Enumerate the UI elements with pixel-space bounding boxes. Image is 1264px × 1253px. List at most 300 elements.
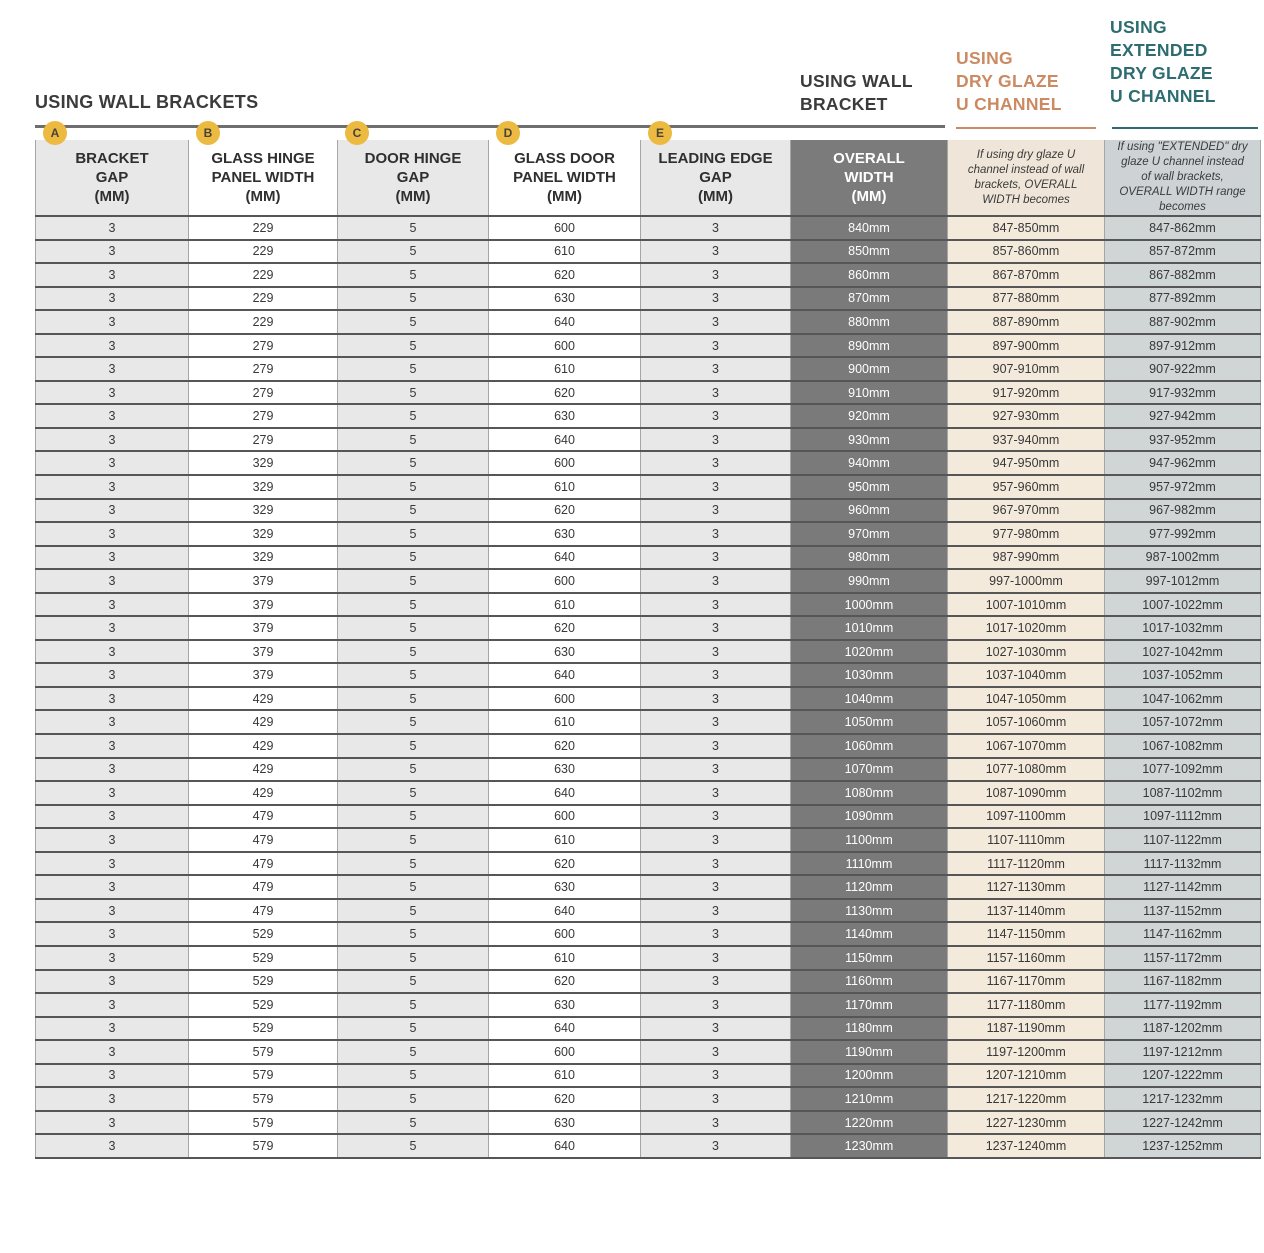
cell-door-hinge-gap: 5 xyxy=(338,734,489,758)
cell-glass-hinge-panel-width: 429 xyxy=(189,687,338,711)
cell-extended-dry-glaze-overall-width: 957-972mm xyxy=(1105,475,1261,499)
cell-leading-edge-gap: 3 xyxy=(641,357,791,381)
cell-door-hinge-gap: 5 xyxy=(338,263,489,287)
cell-bracket-gap: 3 xyxy=(36,663,189,687)
cell-glass-door-panel-width: 610 xyxy=(489,475,641,499)
cell-glass-hinge-panel-width: 579 xyxy=(189,1064,338,1088)
table-row xyxy=(36,922,1261,946)
cell-leading-edge-gap: 3 xyxy=(641,310,791,334)
cell-door-hinge-gap: 5 xyxy=(338,710,489,734)
cell-glass-door-panel-width: 640 xyxy=(489,663,641,687)
cell-leading-edge-gap: 3 xyxy=(641,687,791,711)
group-header-extended-dry-glaze-u-channel xyxy=(1110,16,1216,108)
cell-extended-dry-glaze-overall-width: 917-932mm xyxy=(1105,381,1261,405)
group-header-dry-glaze-u-channel xyxy=(956,47,1062,116)
cell-glass-hinge-panel-width: 229 xyxy=(189,240,338,264)
cell-extended-dry-glaze-overall-width: 1037-1052mm xyxy=(1105,663,1261,687)
cell-overall-width: 1150mm xyxy=(791,946,948,970)
cell-glass-hinge-panel-width: 279 xyxy=(189,381,338,405)
cell-extended-dry-glaze-overall-width: 987-1002mm xyxy=(1105,546,1261,570)
cell-glass-door-panel-width: 600 xyxy=(489,216,641,240)
cell-dry-glaze-overall-width: 1137-1140mm xyxy=(948,899,1105,923)
cell-bracket-gap: 3 xyxy=(36,1087,189,1111)
cell-dry-glaze-overall-width: 1077-1080mm xyxy=(948,758,1105,782)
cell-bracket-gap: 3 xyxy=(36,1040,189,1064)
cell-leading-edge-gap: 3 xyxy=(641,1087,791,1111)
cell-overall-width: 940mm xyxy=(791,451,948,475)
cell-bracket-gap: 3 xyxy=(36,781,189,805)
cell-overall-width: 970mm xyxy=(791,522,948,546)
cell-door-hinge-gap: 5 xyxy=(338,522,489,546)
cell-overall-width: 860mm xyxy=(791,263,948,287)
page-title: USING WALL BRACKETS xyxy=(35,92,259,112)
table-row xyxy=(36,263,1261,287)
cell-door-hinge-gap: 5 xyxy=(338,428,489,452)
cell-leading-edge-gap: 3 xyxy=(641,475,791,499)
group-header-line: DRY GLAZE xyxy=(1110,63,1213,83)
cell-extended-dry-glaze-overall-width: 1067-1082mm xyxy=(1105,734,1261,758)
table-row xyxy=(36,1111,1261,1135)
cell-glass-hinge-panel-width: 379 xyxy=(189,569,338,593)
badge-e-icon: E xyxy=(648,121,672,145)
cell-dry-glaze-overall-width: 1057-1060mm xyxy=(948,710,1105,734)
cell-glass-door-panel-width: 630 xyxy=(489,758,641,782)
table-row xyxy=(36,899,1261,923)
cell-door-hinge-gap: 5 xyxy=(338,357,489,381)
table-row xyxy=(36,875,1261,899)
group-header-line: BRACKET xyxy=(800,94,888,114)
cell-door-hinge-gap: 5 xyxy=(338,404,489,428)
cell-glass-door-panel-width: 640 xyxy=(489,428,641,452)
col-header-leading-edge-gap: LEADING EDGE GAP (MM) xyxy=(641,140,791,216)
cell-leading-edge-gap: 3 xyxy=(641,970,791,994)
cell-glass-hinge-panel-width: 329 xyxy=(189,475,338,499)
cell-bracket-gap: 3 xyxy=(36,758,189,782)
cell-extended-dry-glaze-overall-width: 1227-1242mm xyxy=(1105,1111,1261,1135)
table-row xyxy=(36,828,1261,852)
cell-glass-hinge-panel-width: 429 xyxy=(189,781,338,805)
table-row xyxy=(36,687,1261,711)
header-rule-orange xyxy=(956,127,1096,129)
cell-bracket-gap: 3 xyxy=(36,334,189,358)
table-row xyxy=(36,569,1261,593)
cell-glass-door-panel-width: 610 xyxy=(489,357,641,381)
cell-glass-door-panel-width: 640 xyxy=(489,899,641,923)
cell-dry-glaze-overall-width: 937-940mm xyxy=(948,428,1105,452)
cell-dry-glaze-overall-width: 957-960mm xyxy=(948,475,1105,499)
cell-extended-dry-glaze-overall-width: 1157-1172mm xyxy=(1105,946,1261,970)
cell-door-hinge-gap: 5 xyxy=(338,1040,489,1064)
cell-glass-hinge-panel-width: 529 xyxy=(189,922,338,946)
table-row xyxy=(36,1040,1261,1064)
cell-overall-width: 1140mm xyxy=(791,922,948,946)
cell-bracket-gap: 3 xyxy=(36,1134,189,1158)
cell-dry-glaze-overall-width: 1217-1220mm xyxy=(948,1087,1105,1111)
cell-glass-hinge-panel-width: 379 xyxy=(189,663,338,687)
group-header-line: USING WALL xyxy=(800,71,913,91)
cell-leading-edge-gap: 3 xyxy=(641,1017,791,1041)
cell-leading-edge-gap: 3 xyxy=(641,1111,791,1135)
cell-bracket-gap: 3 xyxy=(36,475,189,499)
cell-extended-dry-glaze-overall-width: 997-1012mm xyxy=(1105,569,1261,593)
cell-glass-door-panel-width: 630 xyxy=(489,287,641,311)
cell-bracket-gap: 3 xyxy=(36,616,189,640)
cell-bracket-gap: 3 xyxy=(36,828,189,852)
cell-bracket-gap: 3 xyxy=(36,1111,189,1135)
cell-glass-door-panel-width: 630 xyxy=(489,993,641,1017)
cell-overall-width: 1190mm xyxy=(791,1040,948,1064)
cell-dry-glaze-overall-width: 1037-1040mm xyxy=(948,663,1105,687)
cell-dry-glaze-overall-width: 987-990mm xyxy=(948,546,1105,570)
col-header-dry-glaze-overall-width: If using dry glaze U channel instead of wall brackets, OVERALL WIDTH becomes xyxy=(948,140,1105,216)
table-row xyxy=(36,946,1261,970)
cell-extended-dry-glaze-overall-width: 1187-1202mm xyxy=(1105,1017,1261,1041)
spec-table xyxy=(35,140,1261,1159)
cell-dry-glaze-overall-width: 1167-1170mm xyxy=(948,970,1105,994)
cell-leading-edge-gap: 3 xyxy=(641,734,791,758)
cell-door-hinge-gap: 5 xyxy=(338,663,489,687)
cell-leading-edge-gap: 3 xyxy=(641,263,791,287)
col-header-glass-hinge-panel-width: GLASS HINGE PANEL WIDTH (MM) xyxy=(189,140,338,216)
cell-glass-hinge-panel-width: 379 xyxy=(189,593,338,617)
badge-a-icon: A xyxy=(43,121,67,145)
cell-dry-glaze-overall-width: 1117-1120mm xyxy=(948,852,1105,876)
cell-dry-glaze-overall-width: 1207-1210mm xyxy=(948,1064,1105,1088)
cell-door-hinge-gap: 5 xyxy=(338,828,489,852)
cell-door-hinge-gap: 5 xyxy=(338,310,489,334)
cell-extended-dry-glaze-overall-width: 907-922mm xyxy=(1105,357,1261,381)
cell-leading-edge-gap: 3 xyxy=(641,593,791,617)
table-row xyxy=(36,993,1261,1017)
cell-dry-glaze-overall-width: 1177-1180mm xyxy=(948,993,1105,1017)
cell-door-hinge-gap: 5 xyxy=(338,216,489,240)
col-header-bracket-gap: BRACKET GAP (MM) xyxy=(36,140,189,216)
cell-bracket-gap: 3 xyxy=(36,404,189,428)
cell-leading-edge-gap: 3 xyxy=(641,993,791,1017)
cell-glass-door-panel-width: 630 xyxy=(489,875,641,899)
table-row xyxy=(36,663,1261,687)
group-header-line: USING xyxy=(956,48,1013,68)
cell-dry-glaze-overall-width: 857-860mm xyxy=(948,240,1105,264)
cell-overall-width: 1100mm xyxy=(791,828,948,852)
cell-bracket-gap: 3 xyxy=(36,546,189,570)
cell-door-hinge-gap: 5 xyxy=(338,875,489,899)
cell-extended-dry-glaze-overall-width: 1047-1062mm xyxy=(1105,687,1261,711)
cell-dry-glaze-overall-width: 1127-1130mm xyxy=(948,875,1105,899)
cell-glass-hinge-panel-width: 429 xyxy=(189,710,338,734)
cell-bracket-gap: 3 xyxy=(36,522,189,546)
cell-bracket-gap: 3 xyxy=(36,240,189,264)
cell-extended-dry-glaze-overall-width: 947-962mm xyxy=(1105,451,1261,475)
cell-glass-hinge-panel-width: 379 xyxy=(189,640,338,664)
cell-leading-edge-gap: 3 xyxy=(641,404,791,428)
table-row xyxy=(36,522,1261,546)
cell-bracket-gap: 3 xyxy=(36,875,189,899)
cell-glass-hinge-panel-width: 429 xyxy=(189,758,338,782)
cell-glass-door-panel-width: 620 xyxy=(489,381,641,405)
cell-door-hinge-gap: 5 xyxy=(338,475,489,499)
cell-glass-hinge-panel-width: 529 xyxy=(189,1017,338,1041)
table-row xyxy=(36,216,1261,240)
cell-overall-width: 910mm xyxy=(791,381,948,405)
cell-glass-hinge-panel-width: 329 xyxy=(189,546,338,570)
group-header-line: DRY GLAZE xyxy=(956,71,1059,91)
cell-dry-glaze-overall-width: 1187-1190mm xyxy=(948,1017,1105,1041)
cell-dry-glaze-overall-width: 967-970mm xyxy=(948,499,1105,523)
cell-glass-door-panel-width: 610 xyxy=(489,946,641,970)
cell-extended-dry-glaze-overall-width: 887-902mm xyxy=(1105,310,1261,334)
cell-glass-door-panel-width: 610 xyxy=(489,593,641,617)
col-header-overall-width: OVERALL WIDTH (MM) xyxy=(791,140,948,216)
cell-overall-width: 1040mm xyxy=(791,687,948,711)
cell-glass-door-panel-width: 620 xyxy=(489,1087,641,1111)
table-row xyxy=(36,357,1261,381)
group-header-line: USING xyxy=(1110,17,1167,37)
cell-glass-door-panel-width: 600 xyxy=(489,1040,641,1064)
cell-dry-glaze-overall-width: 1087-1090mm xyxy=(948,781,1105,805)
cell-bracket-gap: 3 xyxy=(36,310,189,334)
table-row xyxy=(36,805,1261,829)
cell-bracket-gap: 3 xyxy=(36,734,189,758)
cell-leading-edge-gap: 3 xyxy=(641,240,791,264)
table-row xyxy=(36,381,1261,405)
cell-extended-dry-glaze-overall-width: 1027-1042mm xyxy=(1105,640,1261,664)
cell-glass-door-panel-width: 640 xyxy=(489,546,641,570)
cell-door-hinge-gap: 5 xyxy=(338,569,489,593)
cell-glass-door-panel-width: 640 xyxy=(489,1134,641,1158)
cell-glass-door-panel-width: 630 xyxy=(489,522,641,546)
cell-extended-dry-glaze-overall-width: 977-992mm xyxy=(1105,522,1261,546)
table-row xyxy=(36,451,1261,475)
cell-glass-door-panel-width: 630 xyxy=(489,640,641,664)
badge-d-icon: D xyxy=(496,121,520,145)
cell-leading-edge-gap: 3 xyxy=(641,1134,791,1158)
table-row xyxy=(36,734,1261,758)
cell-door-hinge-gap: 5 xyxy=(338,546,489,570)
cell-overall-width: 980mm xyxy=(791,546,948,570)
cell-dry-glaze-overall-width: 917-920mm xyxy=(948,381,1105,405)
cell-bracket-gap: 3 xyxy=(36,499,189,523)
cell-door-hinge-gap: 5 xyxy=(338,640,489,664)
cell-glass-hinge-panel-width: 329 xyxy=(189,499,338,523)
cell-dry-glaze-overall-width: 1147-1150mm xyxy=(948,922,1105,946)
cell-glass-door-panel-width: 600 xyxy=(489,334,641,358)
table-row xyxy=(36,640,1261,664)
table-row xyxy=(36,287,1261,311)
cell-dry-glaze-overall-width: 1047-1050mm xyxy=(948,687,1105,711)
cell-bracket-gap: 3 xyxy=(36,899,189,923)
cell-bracket-gap: 3 xyxy=(36,970,189,994)
cell-door-hinge-gap: 5 xyxy=(338,451,489,475)
cell-glass-door-panel-width: 610 xyxy=(489,828,641,852)
cell-extended-dry-glaze-overall-width: 1117-1132mm xyxy=(1105,852,1261,876)
cell-dry-glaze-overall-width: 867-870mm xyxy=(948,263,1105,287)
cell-overall-width: 920mm xyxy=(791,404,948,428)
cell-bracket-gap: 3 xyxy=(36,381,189,405)
cell-extended-dry-glaze-overall-width: 1077-1092mm xyxy=(1105,758,1261,782)
cell-dry-glaze-overall-width: 907-910mm xyxy=(948,357,1105,381)
cell-glass-hinge-panel-width: 279 xyxy=(189,428,338,452)
cell-bracket-gap: 3 xyxy=(36,1017,189,1041)
cell-glass-door-panel-width: 600 xyxy=(489,805,641,829)
group-header-wall-bracket xyxy=(800,70,913,116)
cell-door-hinge-gap: 5 xyxy=(338,1111,489,1135)
cell-leading-edge-gap: 3 xyxy=(641,899,791,923)
table-row xyxy=(36,970,1261,994)
cell-leading-edge-gap: 3 xyxy=(641,334,791,358)
cell-leading-edge-gap: 3 xyxy=(641,522,791,546)
cell-leading-edge-gap: 3 xyxy=(641,781,791,805)
col-header-glass-door-panel-width: GLASS DOOR PANEL WIDTH (MM) xyxy=(489,140,641,216)
cell-glass-door-panel-width: 600 xyxy=(489,687,641,711)
cell-dry-glaze-overall-width: 897-900mm xyxy=(948,334,1105,358)
cell-extended-dry-glaze-overall-width: 867-882mm xyxy=(1105,263,1261,287)
table-row xyxy=(36,334,1261,358)
group-header-line: U CHANNEL xyxy=(1110,86,1216,106)
cell-overall-width: 1120mm xyxy=(791,875,948,899)
cell-dry-glaze-overall-width: 847-850mm xyxy=(948,216,1105,240)
cell-leading-edge-gap: 3 xyxy=(641,828,791,852)
cell-dry-glaze-overall-width: 1097-1100mm xyxy=(948,805,1105,829)
cell-glass-door-panel-width: 620 xyxy=(489,499,641,523)
cell-door-hinge-gap: 5 xyxy=(338,287,489,311)
cell-leading-edge-gap: 3 xyxy=(641,1040,791,1064)
table-row xyxy=(36,710,1261,734)
cell-overall-width: 930mm xyxy=(791,428,948,452)
col-header-door-hinge-gap: DOOR HINGE GAP (MM) xyxy=(338,140,489,216)
table-row xyxy=(36,593,1261,617)
cell-glass-hinge-panel-width: 229 xyxy=(189,216,338,240)
cell-extended-dry-glaze-overall-width: 937-952mm xyxy=(1105,428,1261,452)
cell-dry-glaze-overall-width: 1107-1110mm xyxy=(948,828,1105,852)
cell-glass-door-panel-width: 600 xyxy=(489,451,641,475)
cell-door-hinge-gap: 5 xyxy=(338,1017,489,1041)
cell-extended-dry-glaze-overall-width: 857-872mm xyxy=(1105,240,1261,264)
table-row xyxy=(36,240,1261,264)
cell-door-hinge-gap: 5 xyxy=(338,687,489,711)
cell-extended-dry-glaze-overall-width: 847-862mm xyxy=(1105,216,1261,240)
cell-overall-width: 1050mm xyxy=(791,710,948,734)
cell-bracket-gap: 3 xyxy=(36,993,189,1017)
table-row xyxy=(36,1134,1261,1158)
cell-overall-width: 1000mm xyxy=(791,593,948,617)
cell-overall-width: 1130mm xyxy=(791,899,948,923)
cell-dry-glaze-overall-width: 1197-1200mm xyxy=(948,1040,1105,1064)
group-header-line: EXTENDED xyxy=(1110,40,1208,60)
cell-dry-glaze-overall-width: 1227-1230mm xyxy=(948,1111,1105,1135)
cell-glass-hinge-panel-width: 479 xyxy=(189,875,338,899)
cell-leading-edge-gap: 3 xyxy=(641,569,791,593)
cell-door-hinge-gap: 5 xyxy=(338,593,489,617)
cell-bracket-gap: 3 xyxy=(36,263,189,287)
cell-overall-width: 900mm xyxy=(791,357,948,381)
cell-dry-glaze-overall-width: 927-930mm xyxy=(948,404,1105,428)
table-row xyxy=(36,1087,1261,1111)
cell-leading-edge-gap: 3 xyxy=(641,381,791,405)
cell-leading-edge-gap: 3 xyxy=(641,499,791,523)
cell-door-hinge-gap: 5 xyxy=(338,970,489,994)
cell-extended-dry-glaze-overall-width: 1007-1022mm xyxy=(1105,593,1261,617)
table-row xyxy=(36,616,1261,640)
cell-dry-glaze-overall-width: 947-950mm xyxy=(948,451,1105,475)
cell-glass-door-panel-width: 620 xyxy=(489,970,641,994)
table-row xyxy=(36,475,1261,499)
cell-overall-width: 1010mm xyxy=(791,616,948,640)
cell-overall-width: 1210mm xyxy=(791,1087,948,1111)
cell-extended-dry-glaze-overall-width: 1237-1252mm xyxy=(1105,1134,1261,1158)
cell-bracket-gap: 3 xyxy=(36,946,189,970)
cell-overall-width: 960mm xyxy=(791,499,948,523)
cell-extended-dry-glaze-overall-width: 1097-1112mm xyxy=(1105,805,1261,829)
table-row xyxy=(36,404,1261,428)
cell-leading-edge-gap: 3 xyxy=(641,1064,791,1088)
cell-overall-width: 880mm xyxy=(791,310,948,334)
cell-bracket-gap: 3 xyxy=(36,687,189,711)
cell-leading-edge-gap: 3 xyxy=(641,922,791,946)
cell-door-hinge-gap: 5 xyxy=(338,781,489,805)
col-header-extended-dry-glaze-overall-width: If using "EXTENDED" dry glaze U channel instead of wall brackets, OVERALL WIDTH range becomes xyxy=(1105,140,1261,216)
cell-overall-width: 870mm xyxy=(791,287,948,311)
cell-door-hinge-gap: 5 xyxy=(338,805,489,829)
cell-bracket-gap: 3 xyxy=(36,710,189,734)
cell-bracket-gap: 3 xyxy=(36,922,189,946)
cell-leading-edge-gap: 3 xyxy=(641,758,791,782)
table-row xyxy=(36,781,1261,805)
cell-door-hinge-gap: 5 xyxy=(338,616,489,640)
cell-overall-width: 1060mm xyxy=(791,734,948,758)
cell-glass-door-panel-width: 620 xyxy=(489,616,641,640)
cell-glass-door-panel-width: 610 xyxy=(489,710,641,734)
cell-glass-hinge-panel-width: 579 xyxy=(189,1134,338,1158)
cell-glass-hinge-panel-width: 479 xyxy=(189,828,338,852)
cell-door-hinge-gap: 5 xyxy=(338,852,489,876)
badge-b-icon: B xyxy=(196,121,220,145)
cell-glass-hinge-panel-width: 579 xyxy=(189,1087,338,1111)
cell-leading-edge-gap: 3 xyxy=(641,216,791,240)
cell-door-hinge-gap: 5 xyxy=(338,1087,489,1111)
cell-glass-hinge-panel-width: 529 xyxy=(189,970,338,994)
cell-glass-hinge-panel-width: 379 xyxy=(189,616,338,640)
cell-overall-width: 990mm xyxy=(791,569,948,593)
cell-bracket-gap: 3 xyxy=(36,593,189,617)
cell-glass-door-panel-width: 630 xyxy=(489,1111,641,1135)
table-row xyxy=(36,1017,1261,1041)
cell-overall-width: 1110mm xyxy=(791,852,948,876)
cell-dry-glaze-overall-width: 1237-1240mm xyxy=(948,1134,1105,1158)
cell-extended-dry-glaze-overall-width: 1107-1122mm xyxy=(1105,828,1261,852)
cell-glass-hinge-panel-width: 529 xyxy=(189,946,338,970)
cell-glass-hinge-panel-width: 279 xyxy=(189,357,338,381)
cell-dry-glaze-overall-width: 977-980mm xyxy=(948,522,1105,546)
cell-extended-dry-glaze-overall-width: 877-892mm xyxy=(1105,287,1261,311)
cell-dry-glaze-overall-width: 877-880mm xyxy=(948,287,1105,311)
cell-dry-glaze-overall-width: 1017-1020mm xyxy=(948,616,1105,640)
cell-door-hinge-gap: 5 xyxy=(338,1134,489,1158)
table-row xyxy=(36,428,1261,452)
cell-glass-hinge-panel-width: 579 xyxy=(189,1040,338,1064)
cell-leading-edge-gap: 3 xyxy=(641,546,791,570)
cell-bracket-gap: 3 xyxy=(36,805,189,829)
cell-glass-door-panel-width: 640 xyxy=(489,310,641,334)
cell-overall-width: 1200mm xyxy=(791,1064,948,1088)
cell-overall-width: 890mm xyxy=(791,334,948,358)
cell-door-hinge-gap: 5 xyxy=(338,381,489,405)
cell-bracket-gap: 3 xyxy=(36,428,189,452)
cell-leading-edge-gap: 3 xyxy=(641,663,791,687)
cell-glass-door-panel-width: 600 xyxy=(489,922,641,946)
cell-bracket-gap: 3 xyxy=(36,216,189,240)
cell-overall-width: 950mm xyxy=(791,475,948,499)
